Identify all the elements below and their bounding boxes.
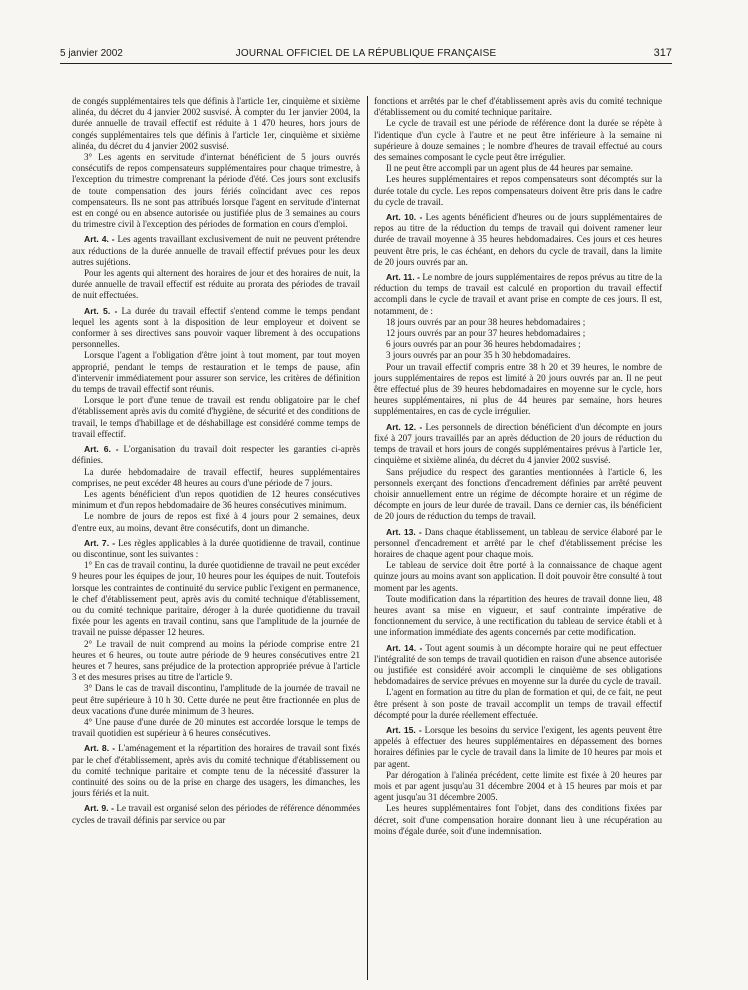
paragraph-text: 1° En cas de travail continu, la durée quotidienne de travail ne peut excéder 9 heures pour les équipes de jour, 10 heures pour les équipes de nuit. Toutefois lorsque les contraintes de continuité du service public l'exigent en permanence, le chef d'établissement peut, après avis du comité technique d'établissement, ou du comité technique paritaire, déroger à la durée quotidienne du travail fixée pour les agents en travail continu, sans que l'amplitude de la journée de travail ne puisse dépasser 12 heures. xyxy=(72,560,360,638)
article-paragraph xyxy=(72,538,360,560)
article-label: Art. 9. - xyxy=(84,803,114,814)
article-label: Art. 4. - xyxy=(84,234,115,245)
article-label: Art. 6. - xyxy=(84,444,119,455)
paragraph-text: de congés supplémentaires tels que définis à l'article 1er, cinquième et sixième alinéa, du décret du 4 janvier 2002 susvisé. À compter du 1er janvier 2004, la durée annuelle de travail effectif est réduite à 1 470 heures, hors jours de congés supplémentaires tels que définis à l'article 1er, cinquième et sixième alinéa, du décret du 4 janvier 2002 susvisé. xyxy=(72,96,360,151)
paragraph-text: L'agent en formation au titre du plan de formation et qui, de ce fait, ne peut être présent à son poste de travail accomplit un temps de travail effectif décompté pour la durée réellement effectuée. xyxy=(374,687,662,720)
paragraph-text: Dans chaque établissement, un tableau de service élaboré par le personnel d'encadrement et arrêté par le chef d'établissement précise les horaires de chaque agent pour chaque mois. xyxy=(374,526,662,559)
header-title: JOURNAL OFFICIEL DE LA RÉPUBLIQUE FRANÇAISE xyxy=(235,48,497,59)
paragraph-text: La durée du travail effectif s'entend comme le temps pendant lequel les agents sont à la disposition de leur employeur et doivent se conformer à ses directives sans pouvoir vaquer librement à des occupations personnelles. xyxy=(72,305,360,350)
article-label: Art. 15. - xyxy=(386,724,422,735)
paragraph xyxy=(374,328,662,339)
paragraph-text: L'aménagement et la répartition des horaires de travail sont fixés par le chef d'établissement, après avis du comité technique d'établissement ou du comité technique paritaire et compte tenu de la nécessité d'assurer la continuité des soins ou de la prise en charge des usagers, les dimanches, les jours fériés et la nuit. xyxy=(72,743,360,799)
paragraph xyxy=(374,467,662,523)
paragraph-text: Le nombre de jours supplémentaires de repos prévus au titre de la réduction du temps de travail est calculé en proportion du travail effectif accompli dans le cycle de travail et avant prise en compte de ces jours. Il est, notamment, de : xyxy=(374,272,662,316)
paragraph-text: Lorsque les besoins du service l'exigent, les agents peuvent être appelés à effectuer des heures supplémentaires en dépassement des bornes horaires définies par le cycle de travail dans la limite de 10 heures par mois et par agent. xyxy=(374,724,662,769)
paragraph-text: Tout agent soumis à un décompte horaire qui ne peut effectuer l'intégralité de son temps de travail quotidien en raison d'une absence autorisée ou justifiée est considéré avoir accompli le cinquième de ses obligations hebdomadaires de service prévues en moyenne sur la durée du cycle de travail. xyxy=(374,642,662,687)
paragraph-text: Il ne peut être accompli par un agent plus de 44 heures par semaine. xyxy=(386,163,633,174)
paragraph-text: Les heures supplémentaires et repos compensateurs sont décomptés sur la durée totale du cycle. Les repos compensateurs doivent être pris dans le cadre du cycle de travail. xyxy=(374,174,662,207)
paragraph xyxy=(374,163,662,174)
paragraph-text: Les heures supplémentaires font l'objet, dans des conditions fixées par décret, soit d'une compensation horaire donnant lieu à une récupération au moins d'égale durée, soit d'une indemnisation. xyxy=(374,803,662,836)
paragraph-text: Les agents travaillant exclusivement de nuit ne peuvent prétendre aux réductions de la durée annuelle de travail effectif prévues pour les deux autres sujétions. xyxy=(72,234,360,267)
right-column xyxy=(374,96,662,837)
article-label: Art. 7. - xyxy=(84,537,116,548)
paragraph-text: Le nombre de jours de repos est fixé à 4 jours pour 2 semaines, deux d'entre eux, au moins, devant être consécutifs, dont un dimanche. xyxy=(72,511,360,533)
paragraph-text: 4° Une pause d'une durée de 20 minutes est accordée lorsque le temps de travail quotidien est supérieur à 6 heures consécutives. xyxy=(72,716,360,739)
article-label: Art. 12. - xyxy=(386,421,423,432)
paragraph xyxy=(374,362,662,418)
paragraph xyxy=(374,339,662,350)
article-paragraph xyxy=(72,444,360,466)
article-label: Art. 8. - xyxy=(84,743,116,754)
article-label: Art. 11. - xyxy=(386,272,421,283)
paragraph-text: 3° Les agents en servitude d'internat bénéficient de 5 jours ouvrés consécutifs de repos compensateurs supplémentaires pour chaque trimestre, à l'exception du trimestre comprenant la période d'été. Ces jours sont exclusifs de toute compensation des jours fériés coïncidant avec ces repos compensateurs. Ils ne sont pas attribués lorsque l'agent en servitude d'internat est en congé ou en absence autorisée ou justifiée plus de 3 semaines au cours du trimestre civil à l'exception des périodes de formation en cours d'emploi. xyxy=(72,152,360,230)
paragraph-text: 2° Le travail de nuit comprend au moins la période comprise entre 21 heures et 6 heures, ou toute autre période de 9 heures consécutives entre 21 heures et 7 heures, sans préjudice de la protection appropriée prévue à l'article 3 et des mesures prises au titre de l'article 9. xyxy=(72,638,360,683)
paragraph-text: Le travail est organisé selon des périodes de référence dénommées cycles de travail définis par service ou par xyxy=(72,803,360,825)
paragraph xyxy=(72,717,360,739)
paragraph-text: Lorsque le port d'une tenue de travail est rendu obligatoire par le chef d'établissement après avis du comité d'hygiène, de sécurité et des conditions de travail, le temps d'habillage et de déshabillage est considéré comme temps de travail effectif. xyxy=(72,395,360,439)
article-paragraph xyxy=(72,803,360,825)
paragraph-text: Sans préjudice du respect des garanties mentionnées à l'article 6, les personnels exerçant des fonctions d'encadrement définies par arrêté peuvent choisir annuellement entre un régime de décompte horaire et un régime de décompte en jours de leur durée de travail. Dans ce dernier cas, ils bénéficient de 20 jours de réduction du temps de travail. xyxy=(374,466,662,522)
article-label: Art. 5. - xyxy=(84,305,118,316)
paragraph-text: Les personnels de direction bénéficient d'un décompte en jours fixé à 207 jours travaillés par an après déduction de 20 jours de réduction du temps de travail et hors jours de congés supplémentaires prévus à l'article 1er, cinquième et sixième alinéa, du décret du 4 janvier 2002 susvisé. xyxy=(374,421,662,466)
paragraph xyxy=(374,803,662,837)
paragraph xyxy=(374,350,662,361)
paragraph xyxy=(72,511,360,533)
page-header xyxy=(60,46,672,62)
article-paragraph xyxy=(72,234,360,268)
paragraph-text: 6 jours ouvrés par an pour 36 heures hebdomadaires ; xyxy=(386,339,581,350)
paragraph xyxy=(374,560,662,594)
paragraph-text: 3 jours ouvrés par an pour 35 h 30 hebdomadaires. xyxy=(386,350,571,361)
paragraph-text: 12 jours ouvrés par an pour 37 heures hebdomadaires ; xyxy=(386,328,586,339)
paragraph xyxy=(374,594,662,639)
column-divider xyxy=(367,96,368,980)
paragraph-text: Les agents bénéficient d'un repos quotidien de 12 heures consécutives minimum et d'un repos hebdomadaire de 36 heures consécutives minimum. xyxy=(72,488,360,511)
paragraph xyxy=(72,96,360,152)
article-paragraph xyxy=(374,422,662,467)
article-paragraph xyxy=(374,725,662,770)
paragraph xyxy=(72,489,360,511)
article-paragraph xyxy=(374,527,662,561)
paragraph xyxy=(374,96,662,118)
paragraph xyxy=(374,317,662,328)
paragraph xyxy=(374,174,662,208)
article-label: Art. 10. - xyxy=(386,212,423,223)
paragraph xyxy=(72,395,360,440)
article-label: Art. 13. - xyxy=(386,526,422,537)
paragraph xyxy=(374,687,662,721)
paragraph-text: Le tableau de service doit être porté à la connaissance de chaque agent quinze jours au moins avant son application. Il doit pouvoir être consulté à tout moment par les agents. xyxy=(374,560,662,593)
paragraph xyxy=(72,683,360,717)
paragraph xyxy=(72,467,360,489)
paragraph xyxy=(374,118,662,163)
paragraph-text: Pour un travail effectif compris entre 38 h 20 et 39 heures, le nombre de jours supplémentaires de repos est limité à 20 jours ouvrés par an. Il ne peut être effectué plus de 39 heures hebdomadaires en moyenne sur le cycle, hors heures supplémentaires, ni plus de 44 heures par semaine, hors heures supplémentaires, en cas de cycle irrégulier. xyxy=(374,361,662,417)
paragraph-text: Toute modification dans la répartition des heures de travail donne lieu, 48 heures avant sa mise en vigueur, et sauf contrainte impérative de fonctionnement du service, à une rectification du tableau de service établi et à une information immédiate des agents concernés par cette modification. xyxy=(374,593,662,638)
paragraph xyxy=(72,560,360,638)
paragraph-text: fonctions et arrêtés par le chef d'établissement après avis du comité technique d'établissement ou du comité technique paritaire. xyxy=(374,96,662,118)
paragraph-text: Par dérogation à l'alinéa précédent, cette limite est fixée à 20 heures par mois et par agent jusqu'au 31 décembre 2004 et à 15 heures par mois et par agent jusqu'au 31 décembre 2005. xyxy=(374,769,662,803)
paragraph xyxy=(72,639,360,684)
left-column xyxy=(72,96,360,826)
paragraph-text: Le cycle de travail est une période de référence dont la durée se répète à l'identique d'un cycle à l'autre et ne peut être inférieure à la semaine ni supérieure à douze semaines ; le nombre d'heures de travail effectué au cours des semaines composant le cycle peut être irrégulier. xyxy=(374,118,662,163)
paragraph-text: Les agents bénéficient d'heures ou de jours supplémentaires de repos au titre de la réduction du temps de travail qui doivent ramener leur durée de travail moyenne à 35 heures hebdomadaires. Ces jours et ces heures peuvent être pris, le cas échéant, en dehors du cycle de travail, dans la limite de 20 jours ouvrés par an. xyxy=(374,212,662,267)
paragraph-text: La durée hebdomadaire de travail effectif, heures supplémentaires comprises, ne peut excéder 48 heures au cours d'une période de 7 jours. xyxy=(72,466,360,488)
article-paragraph xyxy=(72,306,360,351)
article-paragraph xyxy=(374,643,662,688)
paragraph-text: Les règles applicables à la durée quotidienne de travail, continue ou discontinue, sont les suivantes : xyxy=(72,537,360,559)
paragraph-text: 3° Dans le cas de travail discontinu, l'amplitude de la journée de travail ne peut être supérieure à 10 h 30. Cette durée ne peut être fractionnée en plus de deux vacations d'une durée minimum de 3 heures. xyxy=(72,683,360,716)
paragraph-text: L'organisation du travail doit respecter les garanties ci-après définies. xyxy=(72,444,360,466)
header-rule xyxy=(60,63,672,64)
article-paragraph xyxy=(72,743,360,799)
article-label: Art. 14. - xyxy=(386,642,423,653)
article-paragraph xyxy=(374,272,662,317)
page-number: 317 xyxy=(653,47,672,59)
article-paragraph xyxy=(374,212,662,268)
paragraph xyxy=(72,268,360,302)
paragraph-text: 18 jours ouvrés par an pour 38 heures hebdomadaires ; xyxy=(386,316,586,327)
paragraph xyxy=(374,770,662,804)
paragraph xyxy=(72,350,360,395)
paragraph xyxy=(72,152,360,230)
paragraph-text: Pour les agents qui alternent des horaires de jour et des horaires de nuit, la durée annuelle de travail effectif est réduite au prorata des périodes de travail de nuit effectuées. xyxy=(72,268,360,301)
paragraph-text: Lorsque l'agent a l'obligation d'être joint à tout moment, par tout moyen approprié, pendant le temps de restauration et le temps de pause, afin d'intervenir immédiatement pour assurer son service, les critères de définition du temps de travail effectif sont réunis. xyxy=(72,350,360,395)
header-date: 5 janvier 2002 xyxy=(60,48,123,59)
